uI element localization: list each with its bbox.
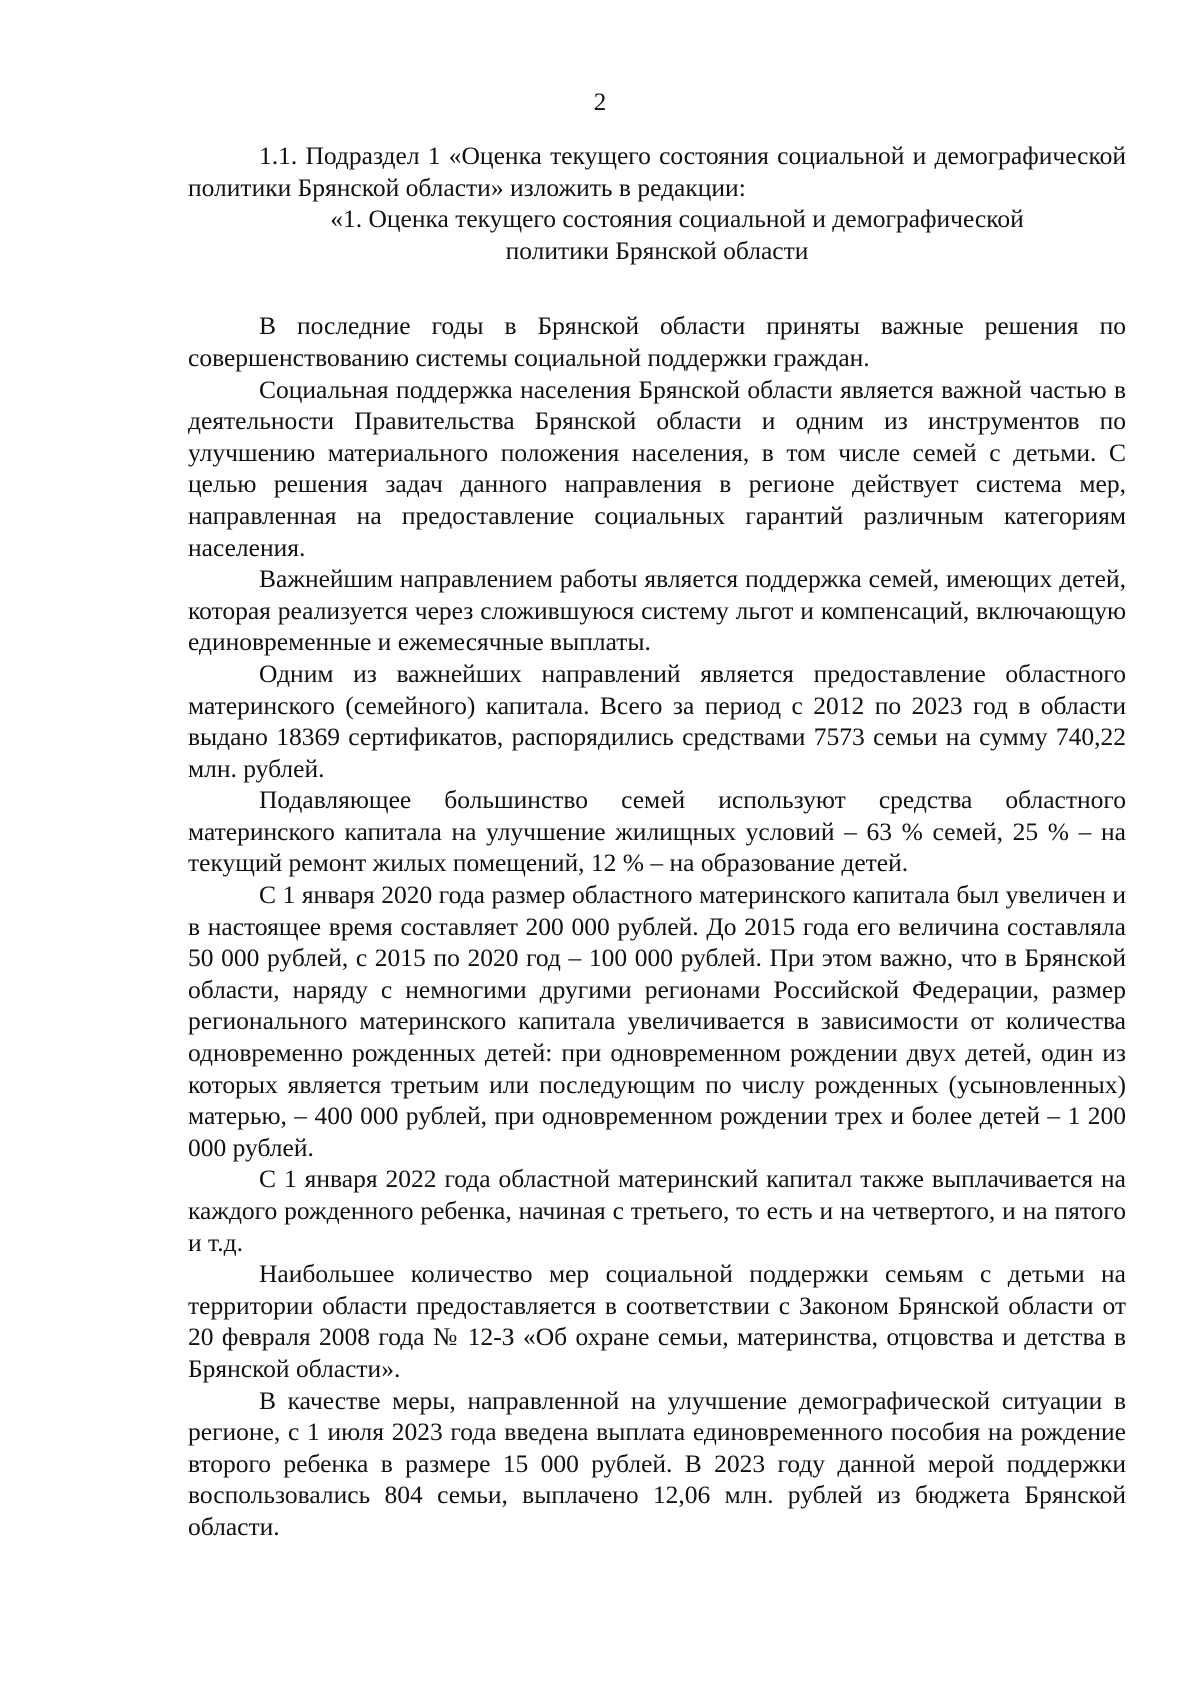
body-paragraph: В качестве меры, направленной на улучшение демографической ситуации в регионе, с 1 июля 2023 года введена выплата единовременного пособия на рождение второго ребенка в размере 15 000 рублей. В 2023 году данной мерой поддержки воспользовались 804 семьи, выплачено 12,06 млн. рублей из бюджета Брянской области. bbox=[188, 1385, 1126, 1541]
body-paragraph: С 1 января 2020 года размер областного материнского капитала был увеличен и в настоящее время составляет 200 000 рублей. До 2015 года его величина составляла 50 000 рублей, с 2015 по 2020 год – 100 000 рублей. При этом важно, что в Брянской области, наряду с немногими другими регионами Российской Федерации, размер регионального материнского капитала увеличивается в зависимости от количества одновременно рожденных детей: при одновременном рождении двух детей, один из которых является третьим или последующим по числу рожденных (усыновленных) матерью, – 400 000 рублей, при одновременном рождении трех и более детей – 1 200 000 рублей. bbox=[188, 880, 1126, 1162]
body-paragraph: В последние годы в Брянской области приняты важные решения по совершенствованию системы социальной поддержки граждан. bbox=[188, 311, 1126, 372]
body-paragraph: Социальная поддержка населения Брянской области является важной частью в деятельности Правительства Брянской области и одним из инструментов по улучшению материального положения населения, в том числе семей с детьми. С целью решения задач данного направления в регионе действует система мер, направленная на предоставление социальных гарантий различным категориям населения. bbox=[188, 374, 1126, 562]
section-heading-line-1: «1. Оценка текущего состояния социальной и демографической bbox=[330, 204, 1024, 234]
heading-spacer bbox=[188, 266, 1126, 310]
intro-paragraph: 1.1. Подраздел 1 «Оценка текущего состояния социальной и демографической политики Брянской области» изложить в редакции: bbox=[188, 141, 1126, 202]
section-heading-line-2: политики Брянской области bbox=[505, 235, 809, 265]
page-number: 2 bbox=[593, 89, 607, 116]
section-heading bbox=[188, 203, 1126, 266]
body-paragraph: Важнейшим направлением работы является поддержка семей, имеющих детей, которая реализуется через сложившуюся систему льгот и компенсаций, включающую единовременные и ежемесячные выплаты. bbox=[188, 564, 1126, 657]
body-paragraph: С 1 января 2022 года областной материнский капитал также выплачивается на каждого рожденного ребенка, начиная с третьего, то есть и на четвертого, и на пятого и т.д. bbox=[188, 1164, 1126, 1257]
body-paragraph: Одним из важнейших направлений является предоставление областного материнского (семейного) капитала. Всего за период с 2012 по 2023 год в области выдано 18369 сертификатов, распорядились средствами 7573 семьи на сумму 740,22 млн. рублей. bbox=[188, 658, 1126, 783]
body-paragraph: Подавляющее большинство семей используют средства областного материнского капитала на улучшение жилищных условий – 63 % семей, 25 % – на текущий ремонт жилых помещений, 12 % – на образование детей. bbox=[188, 785, 1126, 878]
document-body bbox=[188, 140, 1126, 1543]
body-paragraph: Наибольшее количество мер социальной поддержки семьям с детьми на территории области предоставляется в соответствии с Законом Брянской области от 20 февраля 2008 года № 12-З «Об охране семьи, материнства, отцовства и детства в Брянской области». bbox=[188, 1259, 1126, 1383]
